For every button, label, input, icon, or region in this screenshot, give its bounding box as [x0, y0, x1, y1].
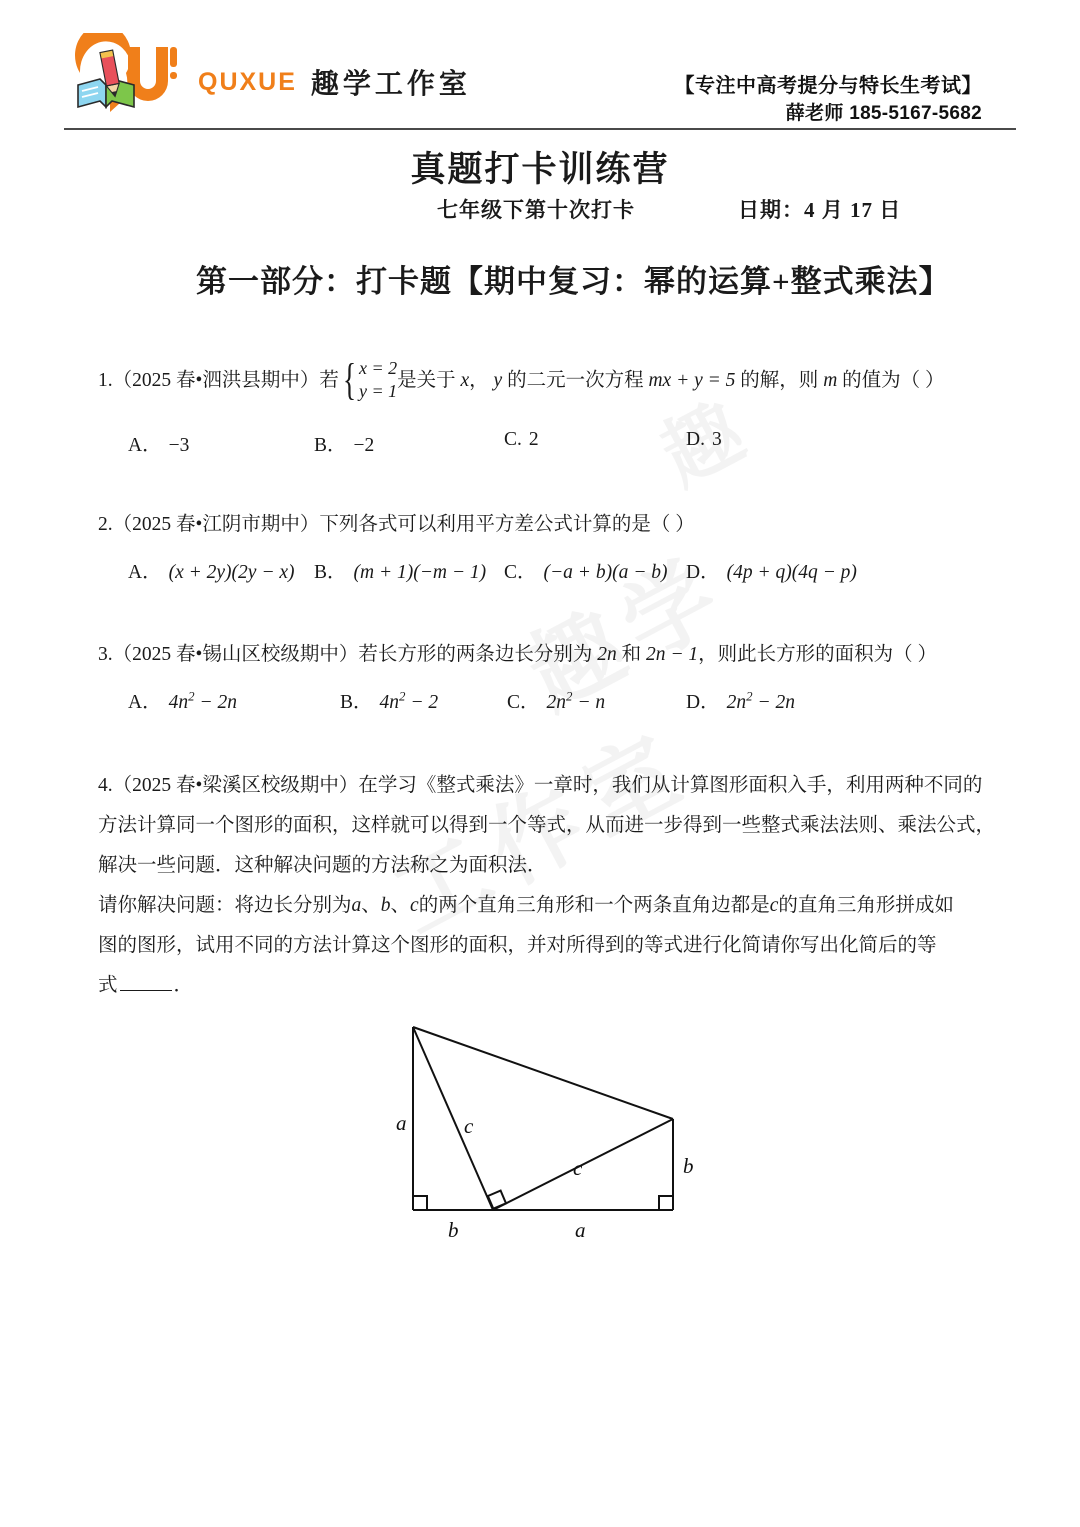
- question-1-part-d: 的解，则: [740, 369, 819, 391]
- question-1: [98, 354, 986, 404]
- option-letter: B．: [340, 692, 373, 713]
- question-4-line-3: 解决一些问题．这种解决问题的方法称之为面积法．: [98, 855, 547, 876]
- equation-system: [339, 354, 398, 404]
- option-text: −3: [168, 435, 190, 456]
- question-2: [98, 510, 986, 540]
- question-3-stem: [98, 644, 937, 665]
- option-2-D[interactable]: [686, 556, 857, 584]
- logo-text-en: QUXUE: [198, 67, 297, 96]
- section-heading: 第一部分：打卡题【期中复习：幂的运算+整式乘法】: [196, 264, 951, 299]
- option-3-C[interactable]: [507, 686, 605, 714]
- q4-l4-part-e: 的直角三角形拼成如: [778, 895, 954, 916]
- date-label: 日期：4 月 17 日: [738, 198, 902, 222]
- answer-blank[interactable]: [120, 974, 172, 991]
- question-3-part-c: ，则此长方形的面积为（ ）: [698, 644, 938, 665]
- var-c-2: c: [769, 895, 779, 916]
- option-3-B[interactable]: [340, 686, 438, 714]
- option-exponent: 2: [746, 689, 753, 704]
- figure-label-bottom-a: a: [575, 1218, 586, 1242]
- option-2-B[interactable]: [314, 556, 486, 584]
- option-tail: − 2: [405, 692, 439, 713]
- q4-l4-part-c: 、: [390, 895, 411, 916]
- logo-text-cn: 趣学工作室: [310, 67, 471, 99]
- period-mark: ．: [173, 975, 194, 996]
- question-1-part-e: 的值为（ ）: [842, 369, 945, 391]
- option-base: 2n: [726, 692, 747, 713]
- question-4: [98, 766, 996, 1006]
- answer-label: 式: [98, 975, 118, 996]
- option-text: (4p + q)(4q − p): [726, 562, 857, 583]
- option-letter: B．: [314, 435, 347, 456]
- option-text: (−a + b)(a − b): [543, 562, 668, 583]
- option-3-D[interactable]: [686, 686, 795, 714]
- option-base: 2n: [546, 692, 567, 713]
- question-4-line-4: [98, 886, 988, 926]
- title-subline: [0, 194, 1080, 228]
- figure-label-left-a: a: [396, 1111, 407, 1135]
- option-letter: C.: [504, 429, 522, 450]
- question-1-part-c: 的二元一次方程: [507, 369, 644, 391]
- option-tail: − 2n: [752, 692, 795, 713]
- option-1-C[interactable]: [504, 429, 539, 451]
- var-c: c: [410, 895, 419, 916]
- option-2-C[interactable]: [504, 556, 667, 584]
- contact-phone: 薛老师 185-5167-5682: [785, 103, 982, 124]
- right-triangle-composite-area-figure: [380, 1015, 710, 1260]
- option-letter: C．: [507, 692, 540, 713]
- option-letter: B．: [314, 562, 347, 583]
- option-base: 4n: [168, 692, 189, 713]
- header-divider: [64, 128, 1016, 130]
- option-exponent: 2: [399, 689, 406, 704]
- question-4-line-1: 4.（2025 春•梁溪区校级期中）在学习《整式乘法》一章时，我们从计算图形面积入手，利用两种不同的: [98, 775, 983, 796]
- contact-tagline: 【专注中高考提分与特长生考试】: [674, 75, 982, 97]
- question-1-prefix: 1.（2025 春•泗洪县期中）若: [98, 369, 339, 391]
- option-letter: D.: [686, 429, 705, 450]
- q4-l4-part-d: 的两个直角三角形和一个两条直角边都是: [418, 895, 770, 916]
- question-3: [98, 640, 986, 670]
- option-letter: A．: [128, 435, 162, 456]
- brace-icon: {: [342, 354, 356, 404]
- figure-label-c-left: c: [464, 1114, 474, 1138]
- question-3-part-b: 和: [621, 644, 642, 665]
- option-text: (m + 1)(−m − 1): [353, 562, 487, 583]
- var-a: a: [351, 895, 362, 916]
- option-2-A[interactable]: [128, 556, 295, 584]
- var-m: m: [823, 369, 838, 391]
- option-1-B[interactable]: [314, 429, 374, 457]
- question-1-stem: [98, 354, 945, 404]
- option-letter: A．: [128, 692, 162, 713]
- var-y: y: [493, 369, 503, 391]
- equation-mx-y-5: mx + y = 5: [648, 369, 736, 391]
- var-b: b: [380, 895, 391, 916]
- question-4-line-2: 方法计算同一个图形的面积，这样就可以得到一个等式，从而进一步得到一些整式乘法法则、乘法公式，: [98, 815, 996, 836]
- option-text: 3: [711, 429, 722, 450]
- system-row-1: x = 2: [358, 358, 398, 378]
- var-x: x: [460, 369, 470, 391]
- q4-l4-part-a: 请你解决问题：将边长分别为: [98, 895, 352, 916]
- side-1: 2n: [597, 644, 617, 665]
- brand-logo: [66, 32, 471, 118]
- option-exponent: 2: [188, 689, 195, 704]
- question-2-stem: 2.（2025 春•江阴市期中）下列各式可以利用平方差公式计算的是（ ）: [98, 514, 695, 535]
- option-tail: − n: [572, 692, 606, 713]
- option-tail: − 2n: [194, 692, 237, 713]
- contact-block: [675, 72, 983, 129]
- figure-label-c-mid: c: [573, 1156, 583, 1180]
- figure-label-right-b: b: [683, 1154, 694, 1178]
- side-2: 2n − 1: [645, 644, 699, 665]
- option-letter: D．: [686, 692, 720, 713]
- option-1-D[interactable]: [686, 429, 722, 451]
- document-header: [0, 0, 1080, 140]
- page-title: 真题打卡训练营: [410, 150, 670, 189]
- option-text: −2: [353, 435, 375, 456]
- option-letter: A．: [128, 562, 162, 583]
- question-3-part-a: 3.（2025 春•锡山区校级期中）若长方形的两条边长分别为: [98, 644, 593, 665]
- option-3-A[interactable]: [128, 686, 237, 714]
- option-exponent: 2: [566, 689, 573, 704]
- question-4-line-6: [98, 966, 988, 1006]
- option-1-A[interactable]: [128, 429, 189, 457]
- figure-label-bottom-b: b: [448, 1218, 459, 1242]
- option-text: (x + 2y)(2y − x): [168, 562, 295, 583]
- option-letter: C．: [504, 562, 537, 583]
- option-text: 2: [528, 429, 539, 450]
- grade-label: 七年级下第十次打卡: [437, 198, 635, 222]
- option-letter: D．: [686, 562, 720, 583]
- option-base: 4n: [379, 692, 400, 713]
- qu-book-pencil-logo-icon: [66, 33, 194, 117]
- system-row-2: y = 1: [358, 381, 398, 402]
- question-1-part-a: 是关于: [397, 369, 456, 391]
- q4-l4-part-b: 、: [361, 895, 381, 916]
- question-1-part-b: ，: [469, 369, 489, 391]
- question-4-line-5: 图的图形，试用不同的方法计算这个图形的面积，并对所得到的等式进行化简请你写出化简后的等: [98, 935, 937, 956]
